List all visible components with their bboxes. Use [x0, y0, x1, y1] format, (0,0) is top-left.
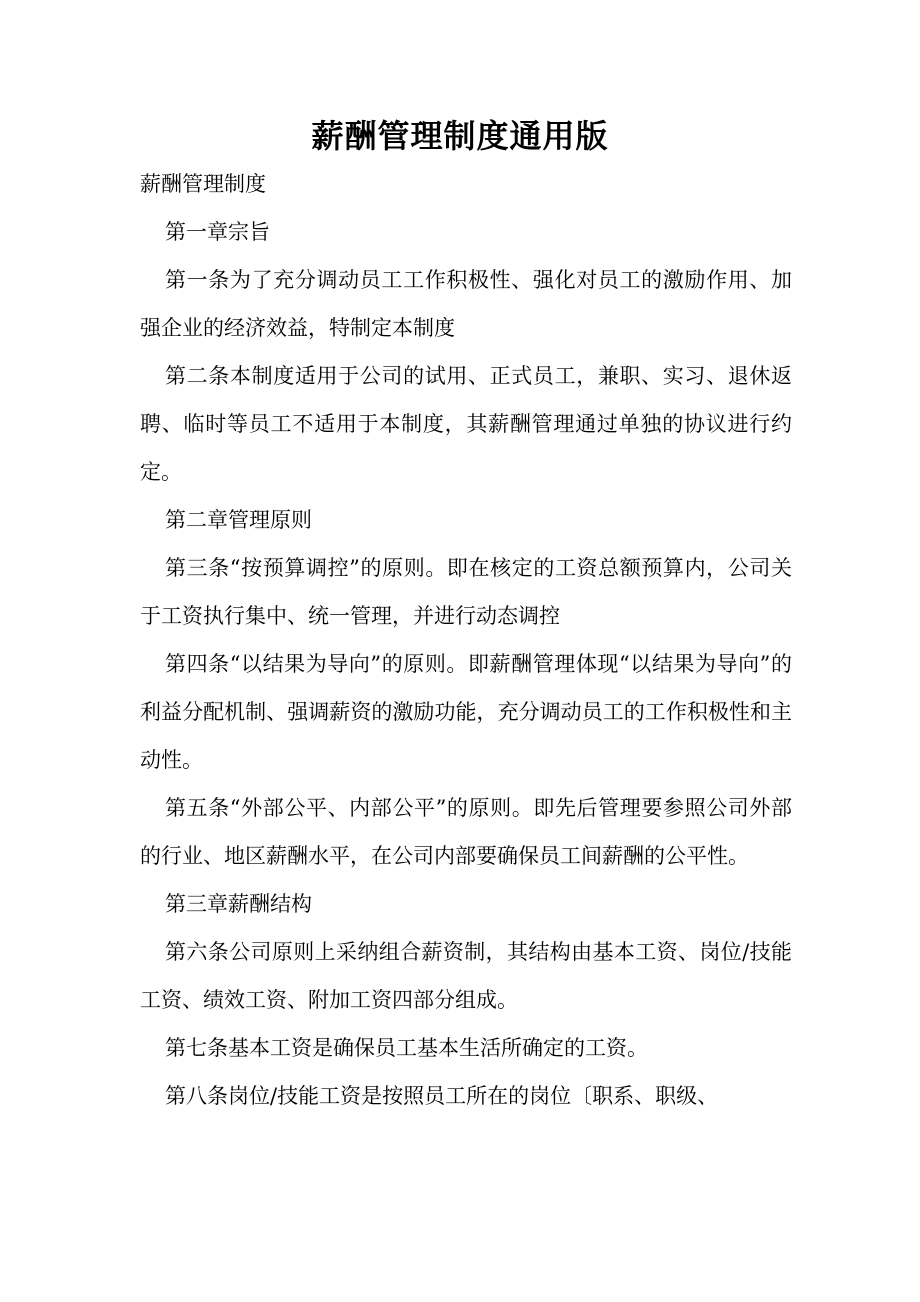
chapter-heading: 第二章管理原则 [165, 508, 312, 532]
article-paragraph: 第二条本制度适用于公司的试用、正式员工，兼职、实习、退休返聘、临时等员工不适用于本制度，其薪酬管理通过单独的协议进行约定。 [140, 364, 792, 484]
chapter-heading: 第三章薪酬结构 [165, 892, 312, 916]
article-paragraph: 第一条为了充分调动员工工作积极性、强化对员工的激励作用、加强企业的经济效益，特制定本制度 [140, 268, 792, 340]
article-paragraph: 第七条基本工资是确保员工基本生活所确定的工资。 [165, 1036, 648, 1060]
document-title: 薪酬管理制度通用版 [311, 117, 609, 155]
paragraph-subtitle: 薪酬管理制度 [140, 172, 266, 196]
chapter-heading: 第一章宗旨 [165, 220, 270, 244]
document-body [140, 160, 792, 1120]
article-paragraph: 第三条“按预算调控”的原则。即在核定的工资总额预算内，公司关于工资执行集中、统一管理，并进行动态调控 [140, 556, 792, 628]
article-paragraph: 第八条岗位/技能工资是按照员工所在的岗位〔职系、职级、 [165, 1084, 719, 1108]
article-paragraph: 第五条“外部公平、内部公平”的原则。即先后管理要参照公司外部的行业、地区薪酬水平，在公司内部要确保员工间薪酬的公平性。 [140, 796, 792, 868]
article-paragraph: 第六条公司原则上采纳组合薪资制，其结构由基本工资、岗位/技能工资、绩效工资、附加工资四部分组成。 [140, 940, 792, 1012]
article-paragraph: 第四条“以结果为导向”的原则。即薪酬管理体现“以结果为导向”的利益分配机制、强调薪资的激励功能，充分调动员工的工作积极性和主动性。 [140, 652, 792, 772]
